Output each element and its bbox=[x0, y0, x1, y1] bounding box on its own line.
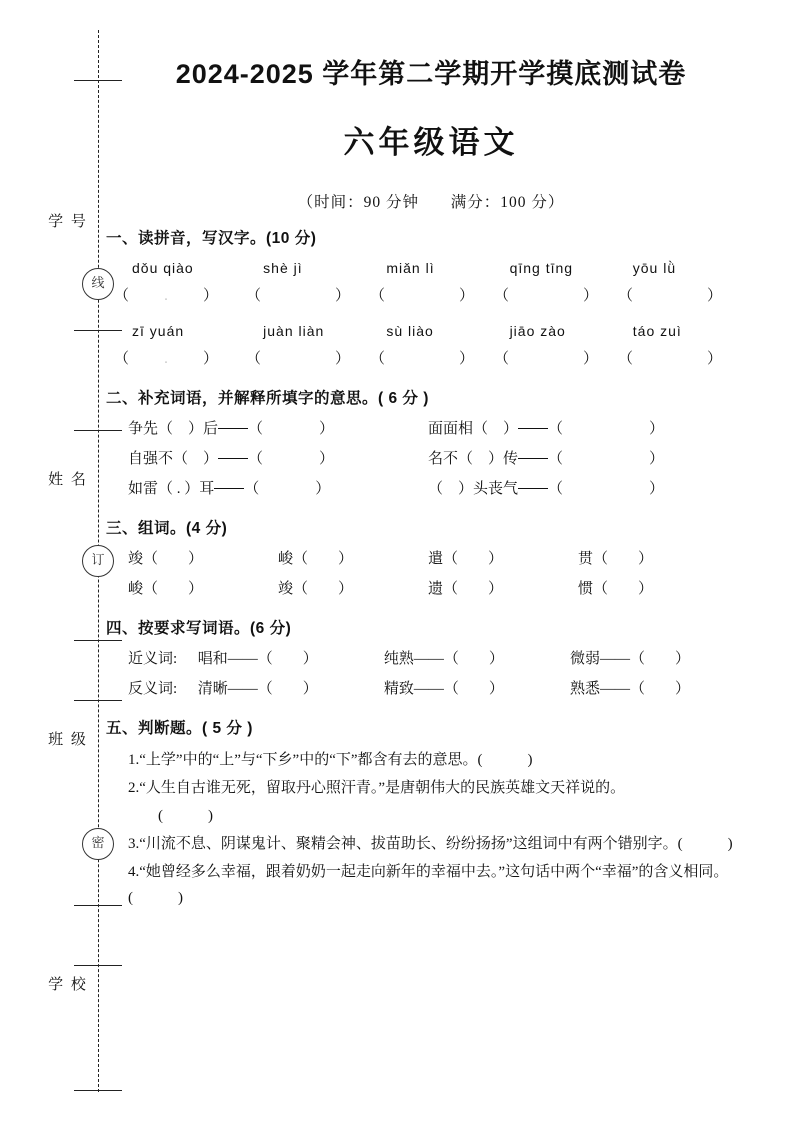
pinyin-cell: miǎn lì bbox=[386, 260, 435, 276]
pinyin-cell: zī yuán bbox=[132, 323, 185, 339]
answer-bracket[interactable]: （ ） bbox=[618, 288, 723, 304]
judgement-item[interactable]: 1.“上学”中的“上”与“下乡”中的“下”都含有去的意思。( ) bbox=[128, 752, 533, 768]
antonym-label: 反义词: bbox=[128, 681, 178, 697]
idiom-item[interactable]: 如雷（ . ）耳 （ ） bbox=[128, 481, 331, 497]
pinyin-cell: dǒu qiào bbox=[132, 260, 194, 276]
synonym-item[interactable]: 纯熟——（ ） bbox=[383, 651, 504, 667]
answer-bracket[interactable]: （ ） bbox=[494, 288, 599, 304]
synonym-item[interactable]: 唱和——（ ） bbox=[197, 651, 318, 667]
pinyin-row bbox=[106, 323, 756, 339]
pinyin-cell: qīng tīng bbox=[509, 260, 574, 276]
idiom-text: 面面相（ ） bbox=[428, 421, 519, 437]
answer-bracket[interactable]: （ ） bbox=[246, 288, 351, 304]
idiom-text: （ ）头丧气 bbox=[428, 481, 519, 497]
judgement-item[interactable]: 3.“川流不息、阴谋鬼计、聚精会神、拔苗助长、纷纷扬扬”这组词中有两个错别字。( ) bbox=[128, 836, 733, 852]
idiom-text: 名不（ ）传 bbox=[428, 451, 519, 467]
idiom-item[interactable]: 自强不（ ） （ ） bbox=[128, 451, 335, 467]
answer-bracket[interactable]: （ ） bbox=[494, 351, 599, 367]
judgement-item[interactable]: 2.“人生自古谁无死，留取丹心照汗青。”是唐朝伟大的民族英雄文天祥说的。 bbox=[128, 780, 626, 796]
section-2-title: 二、补充词语，并解释所填字的意思。( 6 分 ) bbox=[106, 390, 429, 407]
word-build-item[interactable]: 峻（ ） bbox=[128, 581, 204, 597]
antonym-item[interactable]: 清晰——（ ） bbox=[197, 681, 318, 697]
answer-bracket[interactable]: （ ） bbox=[370, 351, 475, 367]
field-label-school-text: 学 校 bbox=[48, 977, 88, 993]
pinyin-cell: jiāo zào bbox=[509, 323, 566, 339]
word-build-item[interactable]: 惯（ ） bbox=[578, 581, 654, 597]
answer-bracket-row[interactable] bbox=[106, 347, 756, 368]
section-1-title: 一、读拼音，写汉字。(10 分) bbox=[106, 230, 317, 247]
word-build-item[interactable]: 峻（ ） bbox=[278, 551, 354, 567]
answer-bracket[interactable]: （ ） bbox=[370, 288, 475, 304]
idiom-item[interactable]: 名不（ ）传 （ ） bbox=[428, 451, 665, 467]
exam-meta bbox=[106, 190, 756, 212]
field-label-name bbox=[48, 470, 88, 490]
word-build-row[interactable] bbox=[106, 547, 756, 568]
synonym-item[interactable]: 微弱——（ ） bbox=[569, 651, 690, 667]
pinyin-row bbox=[106, 260, 756, 276]
field-label-student-id-text: 学 号 bbox=[48, 214, 88, 230]
field-label-class-text: 班 级 bbox=[48, 732, 88, 748]
answer-bracket-row[interactable] bbox=[106, 284, 756, 305]
antonym-item[interactable]: 熟悉——（ ） bbox=[569, 681, 690, 697]
judgement-item[interactable]: 4.“她曾经多么幸福，跟着奶奶一起走向新年的幸福中去。”这句话中两个“幸福”的含义相同。( ) bbox=[128, 864, 729, 906]
pinyin-cell: shè jì bbox=[263, 260, 303, 276]
idiom-text: 如雷（ . ）耳 bbox=[128, 481, 215, 497]
answer-bracket[interactable]: （ ） bbox=[246, 351, 351, 367]
subject-title: 六年级语文 bbox=[343, 125, 519, 160]
word-build-item[interactable]: 竣（ ） bbox=[278, 581, 354, 597]
answer-bracket[interactable]: （ ） bbox=[618, 351, 723, 367]
field-label-student-id bbox=[48, 212, 88, 232]
section-5-title: 五、判断题。( 5 分 ) bbox=[106, 720, 253, 737]
antonym-item[interactable]: 精致——（ ） bbox=[383, 681, 504, 697]
idiom-row[interactable] bbox=[106, 477, 756, 498]
idiom-row[interactable] bbox=[106, 447, 756, 468]
word-build-item[interactable]: 遗（ ） bbox=[428, 581, 504, 597]
pinyin-cell: táo zuì bbox=[632, 323, 682, 339]
pinyin-cell: yōu lǜ bbox=[632, 260, 677, 276]
judgement-list bbox=[106, 747, 756, 911]
exam-paper bbox=[86, 0, 776, 1122]
idiom-text: 自强不（ ） bbox=[128, 451, 219, 467]
idiom-text: 争先（ ）后 bbox=[128, 421, 219, 437]
idiom-item[interactable]: （ ）头丧气 （ ） bbox=[428, 481, 665, 497]
field-label-school bbox=[48, 975, 88, 995]
idiom-item[interactable]: 面面相（ ） （ ） bbox=[428, 421, 665, 437]
answer-bracket[interactable]: （ . ） bbox=[114, 288, 219, 304]
seal-stamp-mi: 密 bbox=[82, 828, 114, 860]
pinyin-cell: juàn liàn bbox=[263, 323, 325, 339]
field-label-class bbox=[48, 730, 88, 750]
section-3-title: 三、组词。(4 分) bbox=[106, 520, 228, 537]
exam-time: （时间：90 分钟 bbox=[297, 194, 419, 211]
word-build-item[interactable]: 贯（ ） bbox=[578, 551, 654, 567]
word-build-item[interactable]: 竣（ ） bbox=[128, 551, 204, 567]
synonym-row[interactable] bbox=[106, 647, 756, 668]
page-title: 2024-2025 学年第二学期开学摸底测试卷 bbox=[175, 59, 687, 89]
synonym-label: 近义词: bbox=[128, 651, 178, 667]
seal-stamp-ding: 订 bbox=[82, 545, 114, 577]
word-build-item[interactable]: 遣（ ） bbox=[428, 551, 504, 567]
section-4-title: 四、按要求写词语。(6 分) bbox=[106, 620, 292, 637]
idiom-row[interactable] bbox=[106, 417, 756, 438]
judgement-item-answer[interactable]: ( ) bbox=[158, 808, 213, 824]
field-label-name-text: 姓 名 bbox=[48, 472, 88, 488]
seal-stamp-xian: 线 bbox=[82, 268, 114, 300]
idiom-item[interactable]: 争先（ ）后 （ ） bbox=[128, 421, 335, 437]
exam-total-score: 满分：100 分） bbox=[450, 194, 565, 211]
word-build-row[interactable] bbox=[106, 577, 756, 598]
answer-bracket[interactable]: （ . ） bbox=[114, 351, 219, 367]
pinyin-cell: sù liào bbox=[386, 323, 434, 339]
antonym-row[interactable] bbox=[106, 677, 756, 698]
